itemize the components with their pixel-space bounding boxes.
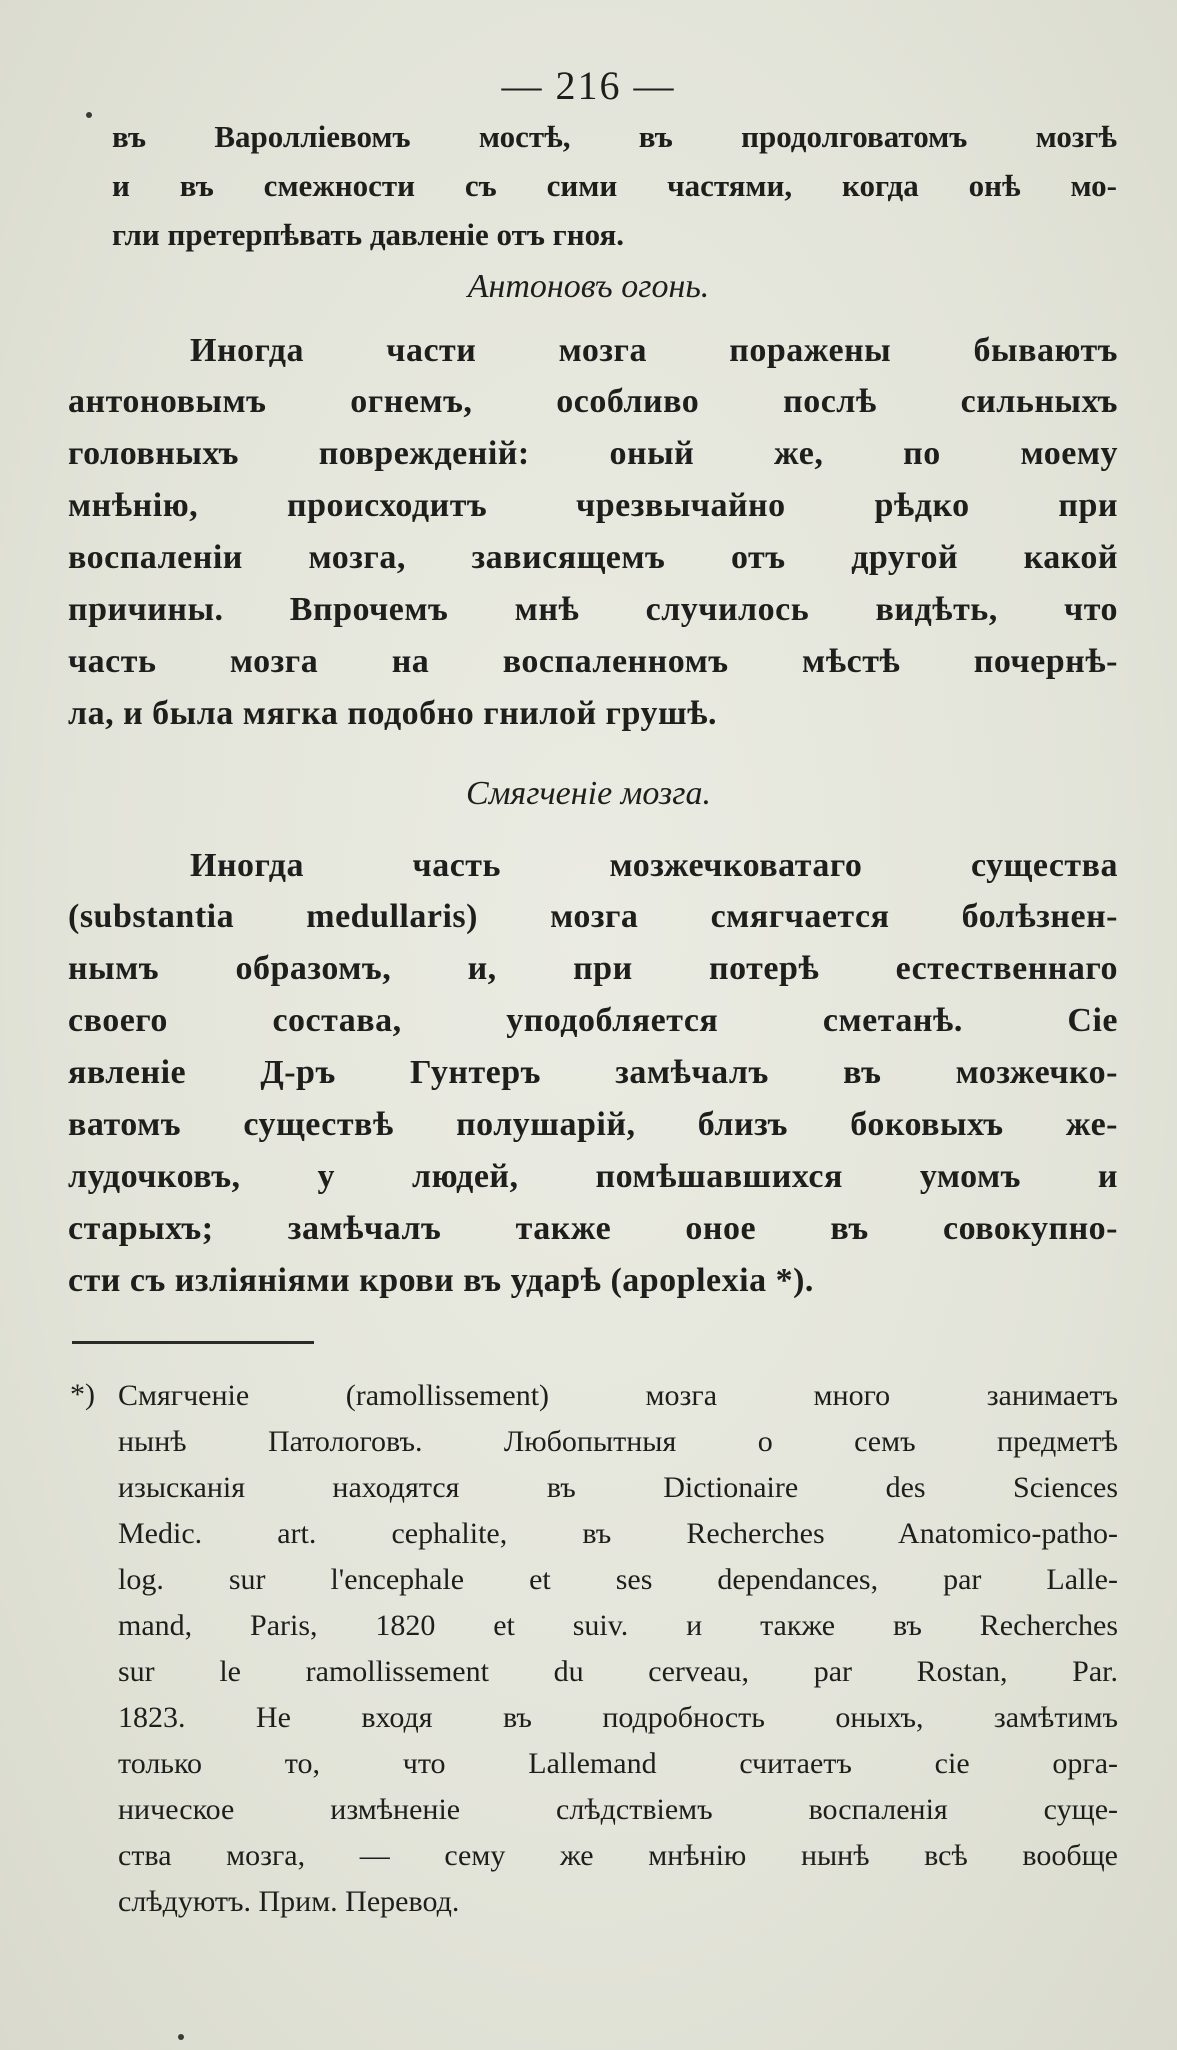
text-line: своего состава, уподобляется сметанѣ. Сіе	[68, 1002, 1118, 1039]
footnote-line: sur le ramollissement du cerveau, par Rostan, Par.	[118, 1655, 1118, 1688]
footnote-line: mand, Paris, 1820 et suiv. и также въ Recherches	[118, 1609, 1118, 1642]
footnote-line: ства мозга, — сему же мнѣнію нынѣ всѣ вообще	[118, 1839, 1118, 1872]
footnote-line: 1823. Не входя въ подробность оныхъ, замѣтимъ	[118, 1701, 1118, 1734]
text-line: головныхъ поврежденій: оный же, по моему	[68, 435, 1118, 472]
ink-speck	[178, 2034, 184, 2040]
text-line: лудочковъ, у людей, помѣшавшихся умомъ и	[68, 1158, 1118, 1195]
text-line: въ Варолліевомъ мостѣ, въ продолговатомъ мозгѣ	[112, 119, 1117, 154]
footnote-line: ническое измѣненіе слѣдствіемъ воспаленія суще-	[118, 1793, 1118, 1826]
text-line: старыхъ; замѣчалъ также оное въ совокупно-	[68, 1210, 1118, 1247]
footnote-line: только то, что Lallemand считаетъ сіе орга-	[118, 1747, 1118, 1780]
text-line: нымъ образомъ, и, при потерѣ естественнаго	[68, 950, 1118, 987]
footnote-line: нынѣ Патологовъ. Любопытныя о семъ предметѣ	[118, 1425, 1118, 1458]
text-line: Иногда части мозга поражены бываютъ	[190, 332, 1118, 369]
footnote-line: Medic. art. cephalite, въ Recherches Anatomico-patho-	[118, 1517, 1118, 1550]
text-line: причины. Впрочемъ мнѣ случилось видѣть, что	[68, 591, 1118, 628]
footnote-line: изысканія находятся въ Dictionaire des Sciences	[118, 1471, 1118, 1504]
footnote-line: слѣдуютъ. Прим. Перевод.	[118, 1885, 460, 1918]
footnote-line: Смягченіе (ramollissement) мозга много занимаетъ	[118, 1379, 1118, 1412]
text-line: мнѣнію, происходитъ чрезвычайно рѣдко при	[68, 487, 1118, 524]
text-line: и въ смежности съ сими частями, когда онѣ мо-	[112, 168, 1117, 203]
section-heading: Смягченіе мозга.	[466, 775, 711, 812]
text-line: часть мозга на воспаленномъ мѣстѣ почернѣ-	[68, 643, 1118, 680]
text-line: гли претерпѣвать давленіе отъ гноя.	[112, 217, 625, 252]
text-line: воспаленіи мозга, зависящемъ отъ другой какой	[68, 539, 1118, 576]
footnote-line: log. sur l'encephale et ses dependances, par Lalle-	[118, 1563, 1118, 1596]
text-line: сти съ изліяніями крови въ ударѣ (apoplexia *).	[68, 1262, 814, 1299]
text-line: ватомъ существѣ полушарій, близъ боковыхъ же-	[68, 1106, 1118, 1143]
footnote-rule	[72, 1341, 314, 1344]
section-heading: Антоновъ огонь.	[467, 268, 710, 305]
text-line: антоновымъ огнемъ, особливо послѣ сильныхъ	[68, 383, 1118, 420]
footnote-mark: *)	[70, 1378, 95, 1411]
text-line: (substantia medullaris) мозга смягчается болѣзнен-	[68, 898, 1118, 935]
ink-speck	[86, 112, 92, 118]
text-line: ла, и была мягка подобно гнилой грушѣ.	[68, 695, 718, 732]
text-line: явленіе Д-ръ Гунтеръ замѣчалъ въ мозжечко-	[68, 1054, 1118, 1091]
text-line: Иногда часть мозжечковатаго существа	[190, 847, 1118, 884]
page-number: — 216 —	[501, 63, 676, 108]
